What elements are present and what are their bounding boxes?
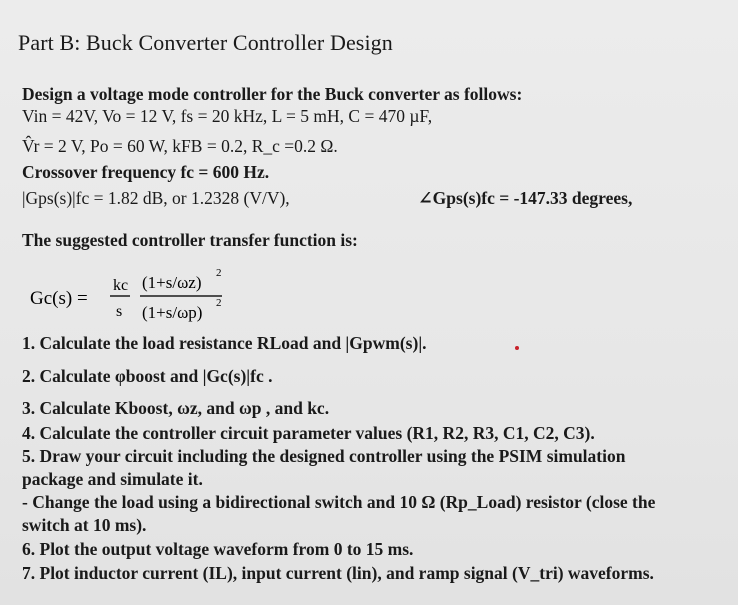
formula-s: s xyxy=(116,303,123,320)
formula-kc: kc xyxy=(113,277,129,294)
task-item-7: 7. Plot inductor current (IL), input current (lin), and ramp signal (V_tri) waveforms. xyxy=(22,563,654,583)
task-item-2: 2. Calculate φboost and |Gc(s)|fc . xyxy=(22,366,273,386)
formula-lhs: Gc(s) = xyxy=(30,288,88,309)
task-item-1: 1. Calculate the load resistance RLoad and |Gpwm(s)|. xyxy=(22,333,427,353)
spec-line-1: Vin = 42V, Vo = 12 V, fs = 20 kHz, L = 5 mH, C = 470 µF, xyxy=(22,106,433,126)
spec-line-2: V̂r = 2 V, Po = 60 W, kFB = 0.2, R_c =0.2 Ω. xyxy=(22,136,338,156)
formula-num-exp: 2 xyxy=(216,267,222,279)
page-title: Part B: Buck Converter Controller Design xyxy=(18,30,393,55)
task-item-5-cont: package and simulate it. xyxy=(22,469,203,489)
task-item-6: 6. Plot the output voltage waveform from 0 to 15 ms. xyxy=(22,539,414,559)
task-note-load-change-cont: switch at 10 ms). xyxy=(22,515,147,535)
intro-text: Design a voltage mode controller for the Buck converter as follows: xyxy=(22,84,523,104)
spec-line-4b: ∠Gps(s)fc = -147.33 degrees, xyxy=(418,188,633,208)
task-item-5: 5. Draw your circuit including the designed controller using the PSIM simulation xyxy=(22,446,626,466)
formula-numerator: (1+s/ωz) xyxy=(142,273,202,292)
suggest-text: The suggested controller transfer function is: xyxy=(22,230,358,250)
task-item-3: 3. Calculate Kboost, ωz, and ωp , and kc. xyxy=(22,398,330,418)
task-item-4: 4. Calculate the controller circuit parameter values (R1, R2, R3, C1, C2, C3). xyxy=(22,423,595,443)
spec-line-3: Crossover frequency fc = 600 Hz. xyxy=(22,162,270,182)
formula-den-exp: 2 xyxy=(216,297,222,309)
red-dot-mark xyxy=(515,346,519,350)
task-note-load-change: - Change the load using a bidirectional switch and 10 Ω (Rp_Load) resistor (close the xyxy=(22,492,656,512)
spec-line-4a: |Gps(s)|fc = 1.82 dB, or 1.2328 (V/V), xyxy=(22,188,290,208)
controller-formula xyxy=(30,266,290,328)
formula-denominator: (1+s/ωp) xyxy=(142,303,203,322)
